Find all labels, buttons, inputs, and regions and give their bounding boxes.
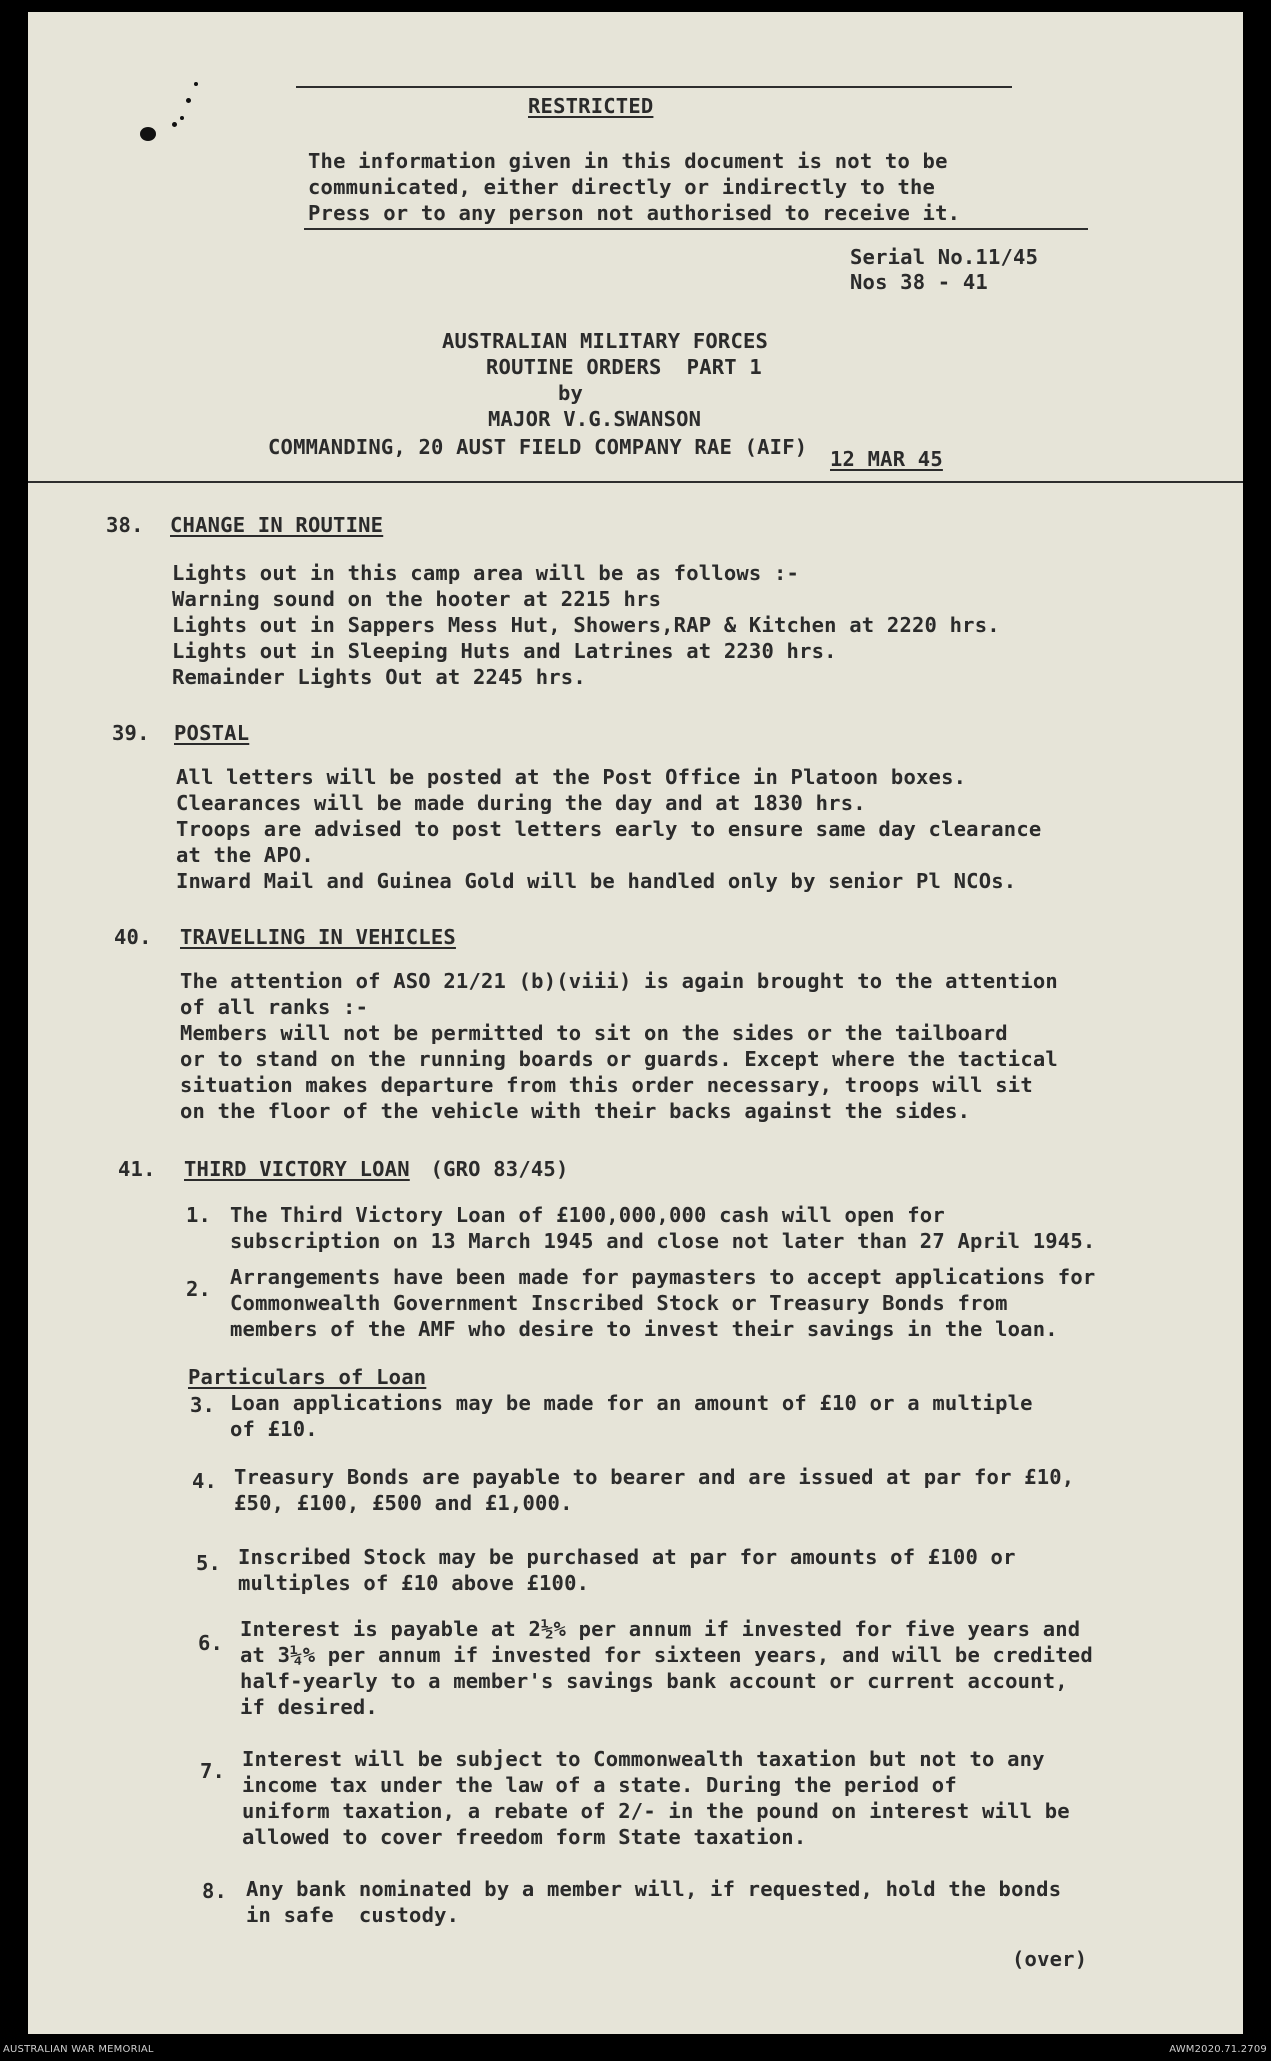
item-number: 7.: [200, 1759, 226, 1783]
title-line-4: MAJOR V.G.SWANSON: [488, 407, 702, 431]
item-number: 8.: [202, 1879, 228, 1903]
section-heading: CHANGE IN ROUTINE: [170, 513, 384, 537]
serial-number: Serial No.11/45: [850, 245, 1039, 269]
item-number: 3.: [190, 1393, 216, 1417]
body-line: of all ranks :-: [180, 995, 369, 1019]
item-number: 2.: [186, 1277, 212, 1301]
item-line: multiples of £10 above £100.: [238, 1571, 590, 1595]
section-reference: (GRO 83/45): [418, 1157, 569, 1181]
item-line: Commonwealth Government Inscribed Stock or Treasury Bonds from: [230, 1291, 1008, 1315]
body-line: Lights out in Sleeping Huts and Latrines at 2230 hrs.: [172, 639, 837, 663]
particulars-heading: Particulars of Loan: [188, 1365, 427, 1389]
top-rule: [296, 86, 1012, 88]
document-page: [28, 12, 1243, 2034]
item-line: Interest will be subject to Commonwealth taxation but not to any: [242, 1747, 1045, 1771]
item-line: of £10.: [230, 1417, 318, 1441]
item-number: 4.: [192, 1469, 218, 1493]
item-line: Any bank nominated by a member will, if requested, hold the bonds: [246, 1877, 1062, 1901]
section-number: 38.: [106, 513, 144, 537]
item-line: subscription on 13 March 1945 and close not later than 27 April 1945.: [230, 1229, 1096, 1253]
item-line: Arrangements have been made for paymasters to accept applications for: [230, 1265, 1096, 1289]
order-date: 12 MAR 45: [830, 447, 943, 471]
section-heading: THIRD VICTORY LOAN: [184, 1157, 410, 1181]
notice-line-1: The information given in this document is not to be: [308, 149, 948, 173]
punch-hole: [172, 122, 177, 127]
item-line: Treasury Bonds are payable to bearer and are issued at par for £10,: [234, 1465, 1075, 1489]
item-line: allowed to cover freedom form State taxation.: [242, 1825, 807, 1849]
item-number: 6.: [198, 1631, 224, 1655]
order-numbers: Nos 38 - 41: [850, 270, 988, 294]
section-heading: POSTAL: [174, 721, 250, 745]
punch-hole: [186, 98, 191, 103]
body-line: Warning sound on the hooter at 2215 hrs: [172, 587, 662, 611]
body-line: situation makes departure from this order necessary, troops will sit: [180, 1073, 1033, 1097]
item-line: members of the AMF who desire to invest their savings in the loan.: [230, 1317, 1058, 1341]
body-line: Lights out in Sappers Mess Hut, Showers,RAP & Kitchen at 2220 hrs.: [172, 613, 1000, 637]
body-line: Clearances will be made during the day and at 1830 hrs.: [176, 791, 866, 815]
title-line-1: AUSTRALIAN MILITARY FORCES: [442, 329, 769, 353]
item-number: 1.: [186, 1203, 212, 1227]
item-line: The Third Victory Loan of £100,000,000 cash will open for: [230, 1203, 945, 1227]
item-line: Loan applications may be made for an amount of £10 or a multiple: [230, 1391, 1033, 1415]
body-line: at the APO.: [176, 843, 314, 867]
title-line-3: by: [558, 381, 584, 405]
body-line: Members will not be permitted to sit on the sides or the tailboard: [180, 1021, 1008, 1045]
archive-caption-left: AUSTRALIAN WAR MEMORIAL: [3, 2044, 154, 2055]
title-line-2: ROUTINE ORDERS PART 1: [486, 355, 762, 379]
punch-hole: [140, 127, 156, 141]
item-number: 5.: [196, 1551, 222, 1575]
restricted-label: RESTRICTED: [528, 94, 654, 118]
title-rule: [28, 481, 1243, 483]
item-line: Interest is payable at 2½% per annum if invested for five years and: [240, 1617, 1081, 1641]
item-line: £50, £100, £500 and £1,000.: [234, 1491, 573, 1515]
section-number: 41.: [118, 1157, 156, 1181]
section-heading: TRAVELLING IN VEHICLES: [180, 925, 456, 949]
notice-rule: [304, 228, 1088, 230]
title-line-5: COMMANDING, 20 AUST FIELD COMPANY RAE (AIF): [268, 435, 808, 459]
punch-hole: [194, 82, 198, 86]
body-line: The attention of ASO 21/21 (b)(viii) is again brought to the attention: [180, 969, 1058, 993]
body-line: Remainder Lights Out at 2245 hrs.: [172, 665, 586, 689]
body-line: on the floor of the vehicle with their backs against the sides.: [180, 1099, 971, 1123]
section-number: 39.: [112, 721, 150, 745]
body-line: or to stand on the running boards or guards. Except where the tactical: [180, 1047, 1058, 1071]
archive-caption-right: AWM2020.71.2709: [1169, 2044, 1267, 2055]
notice-line-3: Press or to any person not authorised to receive it.: [308, 201, 961, 225]
item-line: half-yearly to a member's savings bank account or current account,: [240, 1669, 1068, 1693]
body-line: Lights out in this camp area will be as follows :-: [172, 561, 800, 585]
body-line: Inward Mail and Guinea Gold will be handled only by senior Pl NCOs.: [176, 869, 1017, 893]
section-number: 40.: [114, 925, 152, 949]
item-line: if desired.: [240, 1695, 378, 1719]
item-line: income tax under the law of a state. During the period of: [242, 1773, 957, 1797]
item-line: uniform taxation, a rebate of 2/- in the pound on interest will be: [242, 1799, 1070, 1823]
body-line: Troops are advised to post letters early to ensure same day clearance: [176, 817, 1042, 841]
item-line: in safe custody.: [246, 1903, 460, 1927]
item-line: at 3¼% per annum if invested for sixteen years, and will be credited: [240, 1643, 1093, 1667]
punch-hole: [180, 116, 184, 120]
body-line: All letters will be posted at the Post Office in Platoon boxes.: [176, 765, 967, 789]
notice-line-2: communicated, either directly or indirectly to the: [308, 175, 936, 199]
item-line: Inscribed Stock may be purchased at par for amounts of £100 or: [238, 1545, 1016, 1569]
over-note: (over): [1012, 1947, 1088, 1971]
